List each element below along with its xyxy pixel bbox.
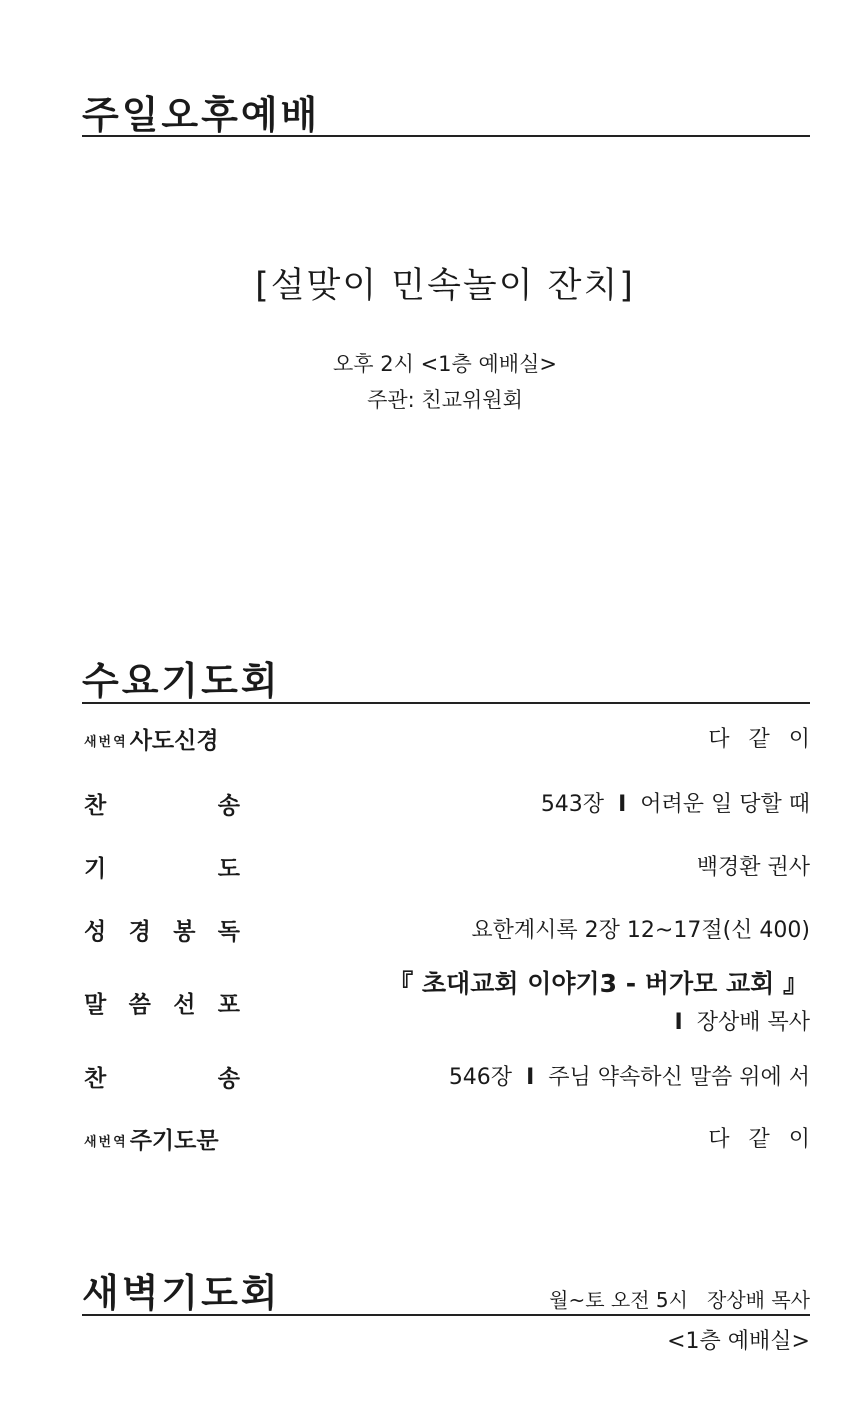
order-value-scripture: 요한계시록 2장 12~17절(신 400) <box>471 918 810 943</box>
order-label-hymn-1: 찬 송 <box>84 793 240 819</box>
section-divider <box>82 1314 810 1316</box>
order-label-sermon: 말 씀 선 포 <box>84 992 240 1018</box>
separator: I <box>618 792 627 817</box>
hymn-title: 주님 약속하신 말씀 위에 서 <box>548 1065 810 1090</box>
separator: I <box>526 1065 535 1090</box>
event-title: [설맞이 민속놀이 잔치] <box>255 266 635 306</box>
section-title-sunday-afternoon: 주일오후예배 <box>82 93 321 137</box>
hymn-number: 543장 <box>540 792 605 817</box>
hymn-number: 546장 <box>448 1065 513 1090</box>
order-label-lords-prayer: 새번역주기도문 <box>84 1128 219 1154</box>
hymn-title: 어려운 일 당할 때 <box>640 792 810 817</box>
separator: I <box>674 1010 683 1035</box>
sermon-preacher-line <box>661 1005 810 1036</box>
section-title-dawn: 새벽기도회 <box>82 1271 281 1315</box>
sermon-title: 『 초대교회 이야기3 - 버가모 교회 』 <box>388 969 808 998</box>
order-value-apostles-creed: 다 같 이 <box>708 727 816 752</box>
order-value-hymn-2 <box>449 1060 810 1091</box>
section-divider <box>82 702 810 704</box>
dawn-place: <1층 예배실> <box>667 1329 810 1354</box>
event-time-place: 오후 2시 <1층 예배실> <box>333 352 557 376</box>
order-value-prayer: 백경환 권사 <box>696 855 810 880</box>
preacher: 장상배 목사 <box>696 1010 810 1035</box>
dawn-schedule: 월~토 오전 5시 장상배 목사 <box>549 1288 810 1312</box>
section-title-wednesday: 수요기도회 <box>82 659 281 703</box>
order-label-prayer: 기 도 <box>84 856 240 882</box>
event-host: 주관: 친교위원회 <box>367 388 523 412</box>
order-label-apostles-creed: 새번역사도신경 <box>84 728 219 754</box>
section-divider <box>82 135 810 137</box>
order-value-hymn-1 <box>541 787 810 818</box>
order-label-hymn-2: 찬 송 <box>84 1066 240 1092</box>
order-value-lords-prayer: 다 같 이 <box>708 1127 816 1152</box>
order-label-scripture: 성 경 봉 독 <box>84 919 240 945</box>
